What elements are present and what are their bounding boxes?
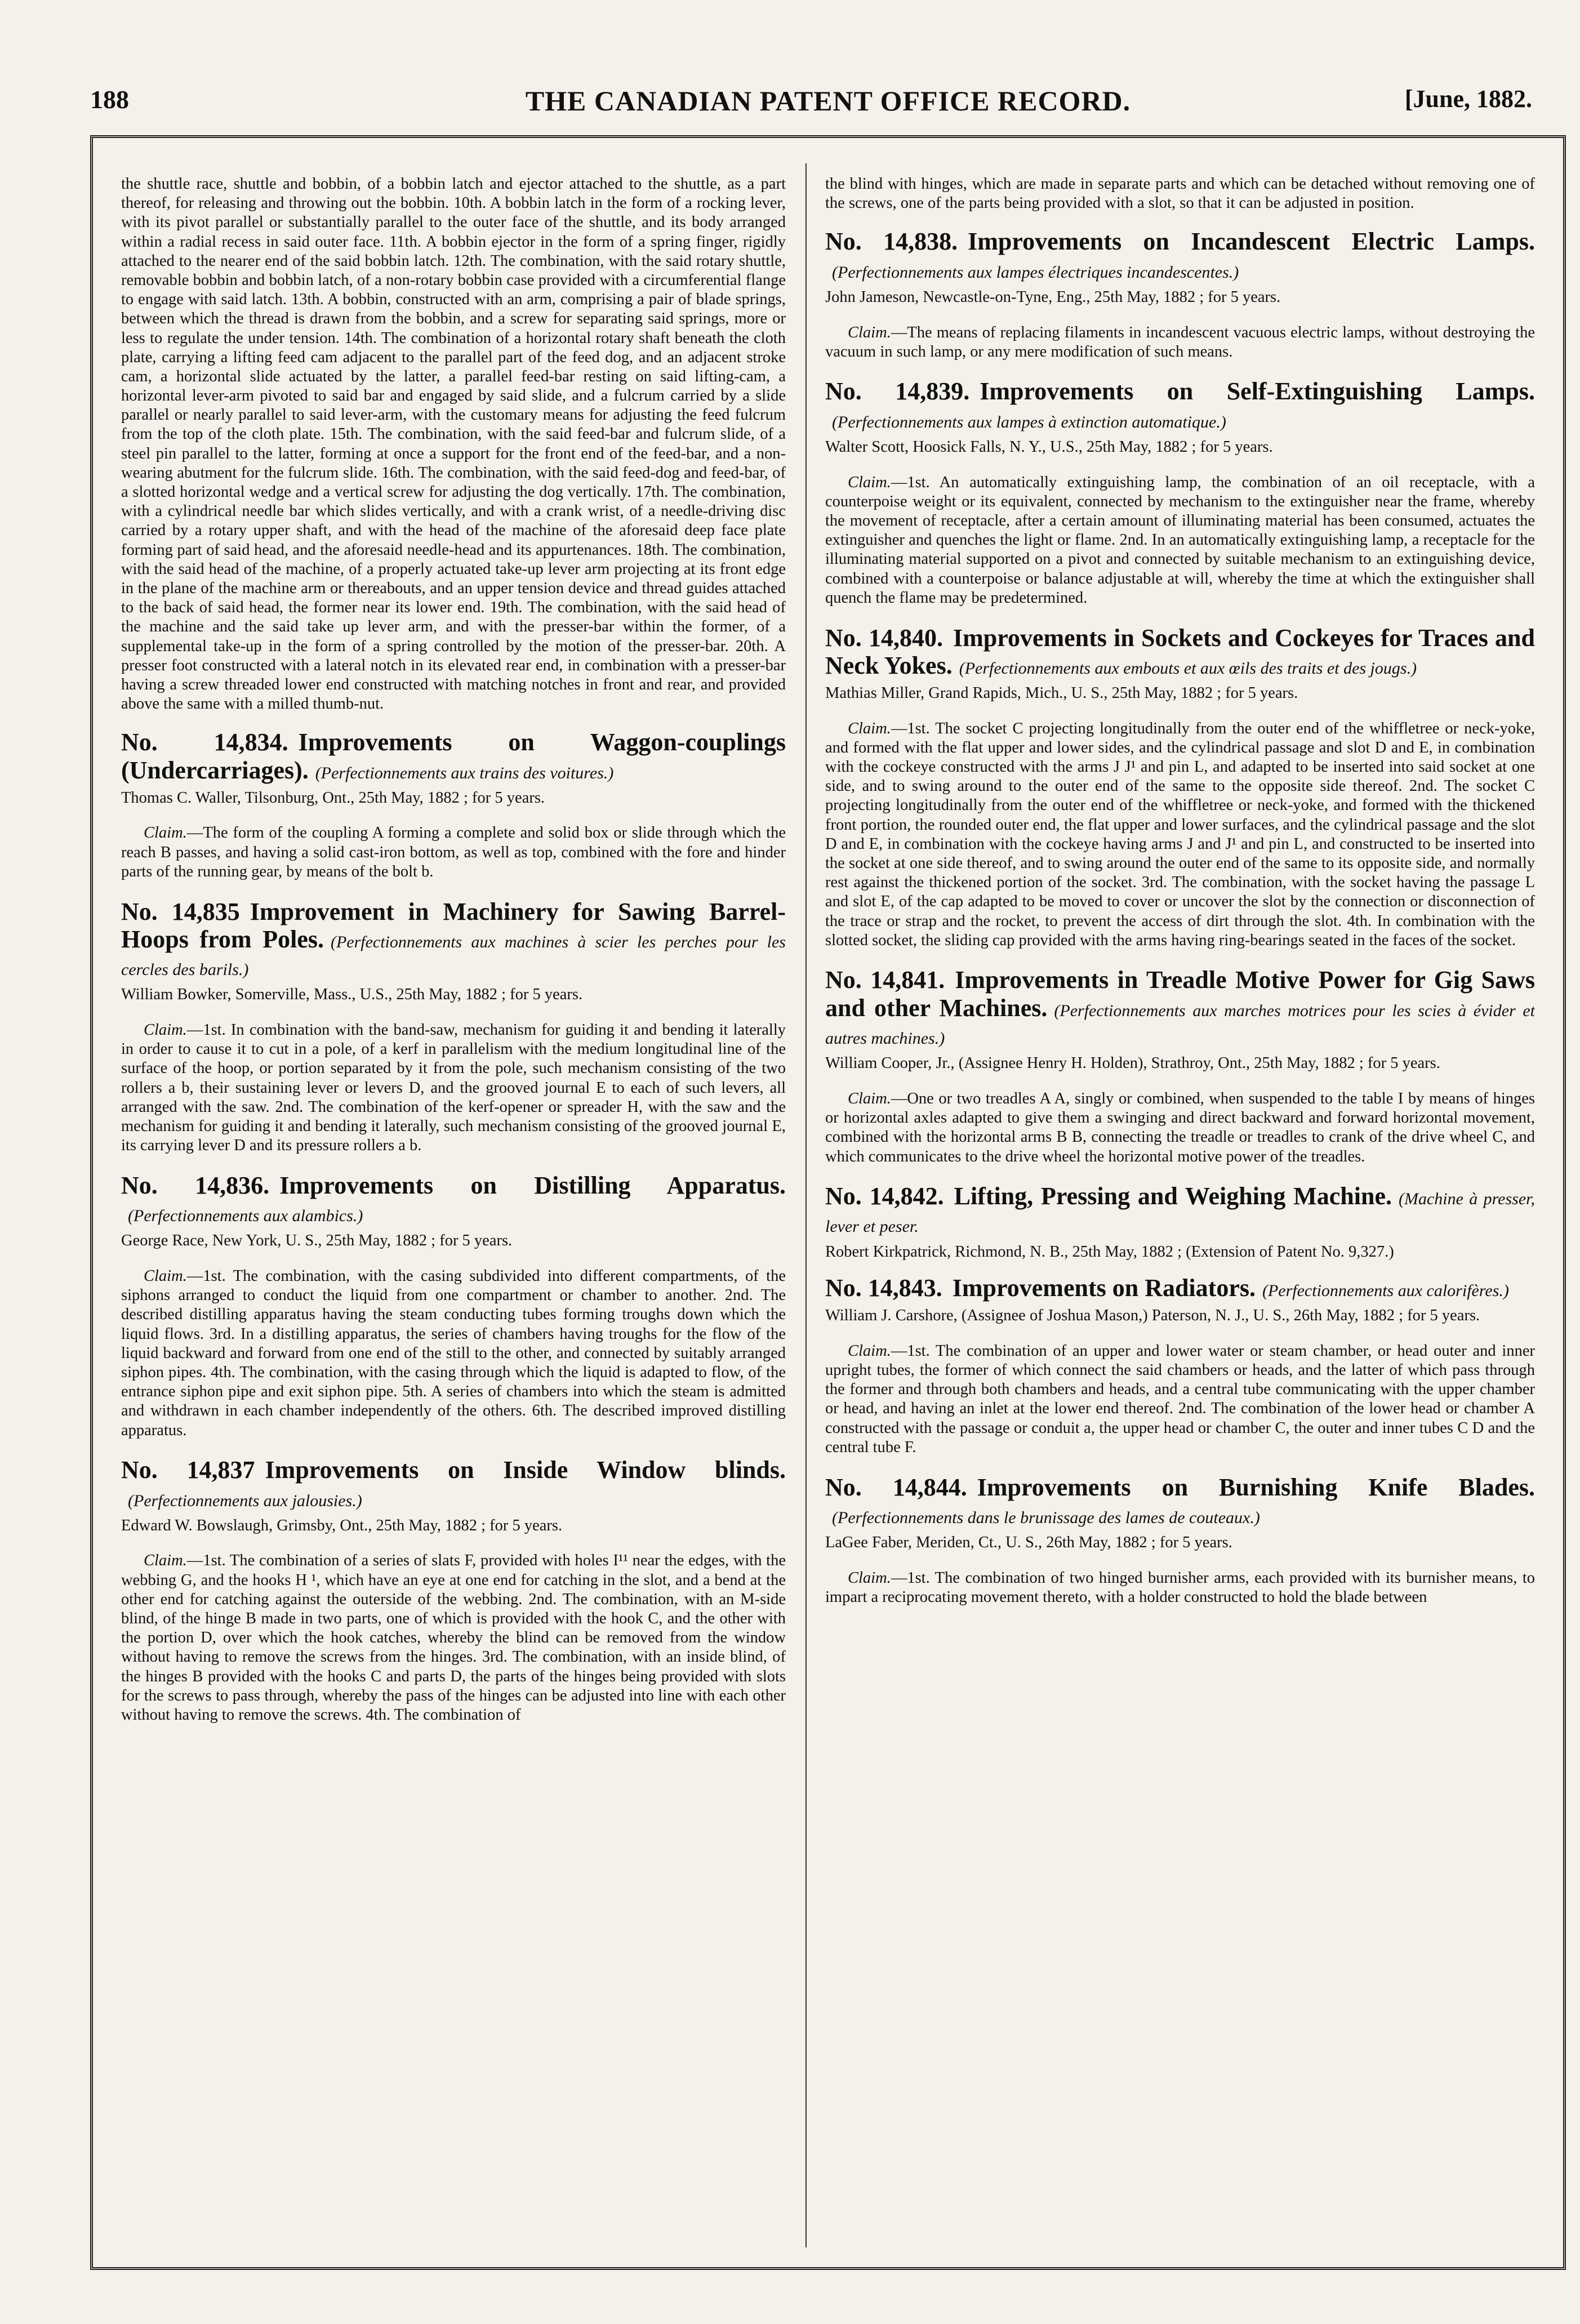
patent-entry-14834 bbox=[121, 728, 786, 881]
page-number: 188 bbox=[90, 85, 129, 114]
patent-french-title: (Perfectionnements aux calorifères.) bbox=[1262, 1281, 1509, 1300]
patent-french-title: (Perfectionnements aux machines à scier les perches pour les cercles des barils.) bbox=[121, 932, 786, 980]
patent-french-title: (Perfectionnements aux lampes à extinction automatique.) bbox=[832, 412, 1226, 431]
patent-entry-14836 bbox=[121, 1172, 786, 1440]
patent-claim bbox=[825, 1089, 1535, 1167]
patent-title: Improvements in Sockets and Cockeyes for Traces and Neck Yokes. bbox=[825, 624, 1535, 679]
patent-inventor: Mathias Miller, Grand Rapids, Mich., U. S., 25th May, 1882 ; for 5 years. bbox=[825, 684, 1298, 702]
patent-number: No. 14,844. bbox=[825, 1473, 967, 1501]
patent-title: Improvements on Inside Window blinds. bbox=[265, 1456, 786, 1484]
patent-number: No. 14,842. bbox=[825, 1182, 944, 1210]
patent-number: No. 14,837 bbox=[121, 1456, 255, 1484]
patent-number: No. 14,835 bbox=[121, 897, 240, 925]
right-column bbox=[825, 175, 1535, 2259]
journal-title: THE CANADIAN PATENT OFFICE RECORD. bbox=[525, 85, 1131, 117]
claim-text: —1st. The combination of an upper and lower water or steam chamber, or head outer and inner upright tubes, the former of which connect the said chambers or heads, and the latter of which pass through the former and through both chambers and heads, and a central tube communicating with the upper chamber or head, and having an inlet at the lower end thereof. 2nd. The combination of the lower head or chamber A constructed with the passage or conduit a, the upper head or chamber C, the outer and inner tubes C D and the central tube F. bbox=[825, 1342, 1535, 1456]
patent-heading bbox=[825, 228, 1535, 283]
patent-inventor: William Bowker, Somerville, Mass., U.S., 25th May, 1882 ; for 5 years. bbox=[121, 986, 583, 1004]
column-divider bbox=[805, 163, 807, 2247]
patent-heading bbox=[825, 966, 1535, 1049]
claim-text: —1st. The combination of two hinged burnisher arms, each provided with its burnisher means, to impart a reciprocating movement thereto, with a holder constructed to hold the blade between bbox=[825, 1569, 1535, 1606]
patent-french-title: (Perfectionnements aux jalousies.) bbox=[128, 1491, 362, 1510]
patent-entry-14838 bbox=[825, 228, 1535, 362]
claim-label: Claim. bbox=[848, 1342, 891, 1360]
claim-label: Claim. bbox=[848, 473, 891, 491]
patent-heading bbox=[121, 898, 786, 981]
patent-entry-14835 bbox=[121, 898, 786, 1156]
patent-french-title: (Perfectionnements aux embouts et aux œils des traits et des jougs.) bbox=[959, 658, 1417, 678]
claim-label: Claim. bbox=[848, 323, 891, 341]
claim-label: Claim. bbox=[144, 1267, 187, 1285]
patent-number: No. 14,841. bbox=[825, 966, 945, 994]
patent-french-title: (Perfectionnements aux alambics.) bbox=[128, 1206, 363, 1226]
patent-heading bbox=[121, 728, 786, 784]
claim-text: —1st. An automatically extinguishing lamp, the combination of an oil receptacle, with a counterpoise weight or its equivalent, connected by mechanism to the extinguisher near the frame, whereby the movement of receptacle, after a certain amount of illuminating material has been consumed, actuates the extinguisher and quenches the light or flame. 2nd. In an automatically extinguishing lamp, a receptacle for the illuminating material supported on a pivot and connected by suitable mechanism to an extinguishing device, combined with a counterpoise or balance adjustable at will, whereby the time at which the extinguisher shall quench the flame may be predetermined. bbox=[825, 473, 1535, 607]
claim-label: Claim. bbox=[144, 1552, 187, 1570]
patent-inventor: LaGee Faber, Meriden, Ct., U. S., 26th May, 1882 ; for 5 years. bbox=[825, 1534, 1232, 1552]
left-continuation-text: the shuttle race, shuttle and bobbin, of a bobbin latch and ejector attached to the shuttle, as a part thereof, for releasing and throwing out the bobbin. 10th. A bobbin latch in the form of a rocking lever, with its pivot parallel or substantially parallel to the outer face of the shuttle, and its body arranged within a radial recess in said outer face. 11th. A bobbin ejector in the form of a spring finger, rigidly attached to the nearer end of the said bobbin latch. 12th. The combination, with the said rotary shuttle, removable bobbin and bobbin latch, of a non-rotary bobbin case provided with a circumferential flange to engage with said latch. 13th. A bobbin, constructed with an arm, comprising a pair of blade springs, between which the thread is drawn from the bobbin, and a screw for separating said springs, more or less to regulate the under tension. 14th. The combination of a horizontal rotary shaft beneath the cloth plate, carrying a lifting feed cam adjacent to the parallel part of the feed dog, and an adjacent stroke cam, a horizontal slide actuated by the latter, a parallel feed-bar resting on said lifting-cam, a horizontal lever-arm pivoted to said bar and engaged by said slide, and a fulcrum carried by a slide parallel or nearly parallel to said lever-arm, with the customary means for adjusting the feed fulcrum from the top of the cloth plate. 15th. The combination, with the said feed-bar and fulcrum slide, of a steel pin parallel to the latter, forming at once a support for the front end of the feed-bar, and a non-wearing abutment for the fulcrum slide. 16th. The combination, with the said feed-dog and feed-bar, of a slotted horizontal wedge and a vertical screw for adjusting the dog vertically. 17th. The combination, with a cylindrical needle bar which slides vertically, and with a crank wrist, of a needle-driving disc carried by a rotary upper shaft, and with the head of the machine of the aforesaid deep face plate forming part of said head, and the aforesaid needle-head and its appurtenances. 18th. The combination, with the said head of the machine, of a properly actuated take-up lever arm projecting at its front edge in the plane of the machine arm or thereabouts, and an upper tension device and thread guides attached to the back of said head, the former near its lower end. 19th. The combination, with the said head of the machine and the said take up lever arm, and with the presser-bar within the former, of a supplemental take-up in the form of a spring controlled by the motion of the presser-bar. 20th. A presser foot constructed with a lateral notch in its elevated rear end, in combination with a presser-bar having a screw threaded lower end constructed with matching notches in front and rear, and provided above the same with a milled thumb-nut. bbox=[121, 175, 786, 713]
claim-label: Claim. bbox=[144, 824, 187, 842]
patent-inventor: Walter Scott, Hoosick Falls, N. Y., U.S., 25th May, 1882 ; for 5 years. bbox=[825, 438, 1273, 456]
patent-french-title: (Machine à presser, lever et peser. bbox=[825, 1190, 1535, 1236]
patent-claim bbox=[825, 323, 1535, 362]
claim-label: Claim. bbox=[848, 1569, 891, 1587]
patent-title: Improvements on Distilling Apparatus. bbox=[279, 1171, 786, 1199]
claim-label: Claim. bbox=[848, 1089, 891, 1107]
patent-number: No. 14,843. bbox=[825, 1274, 942, 1302]
patent-heading bbox=[121, 1456, 786, 1512]
patent-heading bbox=[825, 1182, 1535, 1238]
patent-title: Improvements on Waggon-couplings (Undercarriages). bbox=[121, 728, 786, 784]
patent-claim bbox=[825, 1569, 1535, 1607]
patent-entry-14842 bbox=[825, 1182, 1535, 1262]
left-column bbox=[121, 175, 786, 2259]
claim-label: Claim. bbox=[144, 1021, 187, 1039]
patent-french-title: (Perfectionnements dans le brunissage des lames de couteaux.) bbox=[832, 1508, 1260, 1527]
patent-entry-14839 bbox=[825, 377, 1535, 608]
patent-entry-14841 bbox=[825, 966, 1535, 1166]
claim-text: —1st. The socket C projecting longitudinally from the outer end of the whiffletree or neck-yoke, and formed with the flat upper and lower sides, and the cylindrical passage and slot D and E, in combination with the cockeye constructed with the arms J J¹ and pin L, and adapted to be inserted into said socket at one side, and to swing around to the outer end of the same to the opposite side thereof. 2nd. The socket C projecting longitudinally from the outer end of the whiffletree or neck-yoke, and formed with the thickened front portion, the rounded outer end, the flat upper and lower surfaces, and the cylindrical passage and the slot D and E, in combination with the cockeye having arms J and J¹ and pin L, and constructed to be inserted into the socket at one side thereof, and to swing around the outer end of the same to its opposite side, and normally rest against the thickened portion of the socket. 3rd. The combination, with the socket having the passage L and slot E, of the cap adapted to be moved to cover or uncover the slot by the connection or disconnection of the trace or strap and the rocket, to prevent the access of dirt through the slot. 4th. In combination with the slotted socket, the sliding cap provided with the arms having ring-bearings seated in the faces of the socket. bbox=[825, 719, 1535, 949]
patent-number: No. 14,836. bbox=[121, 1171, 270, 1199]
patent-heading bbox=[825, 377, 1535, 433]
patent-heading bbox=[825, 624, 1535, 680]
patent-title: Improvements in Treadle Motive Power for Gig Saws and other Machines. bbox=[825, 966, 1535, 1022]
patent-number: No. 14,834. bbox=[121, 728, 288, 756]
patent-entry-14840 bbox=[825, 624, 1535, 950]
patent-inventor: Thomas C. Waller, Tilsonburg, Ont., 25th May, 1882 ; for 5 years. bbox=[121, 789, 545, 807]
right-continuation-text: the blind with hinges, which are made in separate parts and which can be detached without removing one of the screws, one of the parts being provided with a slot, so that it can be adjusted in position. bbox=[825, 175, 1535, 212]
claim-label: Claim. bbox=[848, 719, 891, 737]
patent-number: No. 14,838. bbox=[825, 228, 958, 256]
page-header bbox=[90, 84, 1566, 135]
patent-inventor: Robert Kirkpatrick, Richmond, N. B., 25th May, 1882 ; (Extension of Patent No. 9,327.) bbox=[825, 1243, 1394, 1261]
issue-date: [June, 1882. bbox=[1404, 85, 1532, 113]
claim-text: —One or two treadles A A, singly or combined, when suspended to the table I by means of hinges or horizontal axles adapted to give them a swinging and direct backward and forward horizontal movement, combined with the horizontal arms B B, connecting the treadle or treadles to crank of the drive wheel C, and which communicates to the drive wheel the horizontal motive power of the treadles. bbox=[825, 1089, 1535, 1165]
claim-text: —1st. In combination with the band-saw, mechanism for guiding it and bending it laterally in order to cause it to cut in a pole, of a kerf in parallelism with the medium longitudinal line of the surface of the hoop, or portion separated by it from the pole, such mechanism consisting of the two rollers a b, their sustaining lever or levers D, and the grooved journal E to each of such levers, all arranged with the saw. 2nd. The combination of the kerf-opener or spreader H, with the saw and the mechanism for guiding it and bending it laterally, such mechanism consisting of the grooved journal E, its carrying lever D and its pressure rollers a b. bbox=[121, 1021, 786, 1155]
patent-claim bbox=[121, 823, 786, 881]
patent-inventor: William J. Carshore, (Assignee of Joshua Mason,) Paterson, N. J., U. S., 26th May, 1882 ; for 5 years. bbox=[825, 1307, 1480, 1325]
patent-title: Improvement in Machinery for Sawing Barrel-Hoops from Poles. bbox=[121, 897, 786, 953]
patent-title: Lifting, Pressing and Weighing Machine. bbox=[954, 1182, 1392, 1210]
patent-inventor: John Jameson, Newcastle-on-Tyne, Eng., 25th May, 1882 ; for 5 years. bbox=[825, 288, 1281, 306]
patent-french-title: (Perfectionnements aux trains des voitures.) bbox=[315, 763, 614, 782]
patent-heading bbox=[825, 1274, 1535, 1302]
patent-title: Improvements on Self-Extinguishing Lamps. bbox=[980, 377, 1535, 406]
patent-title: Improvements on Incandescent Electric Lamps. bbox=[968, 228, 1535, 256]
patent-claim bbox=[825, 719, 1535, 950]
patent-french-title: (Perfectionnements aux marches motrices pour les scies à évider et autres machines.) bbox=[825, 1001, 1535, 1048]
claim-text: —The means of replacing filaments in incandescent vacuous electric lamps, without destroying the vacuum in such lamp, or any mere modification of such means. bbox=[825, 323, 1535, 360]
patent-claim bbox=[121, 1551, 786, 1725]
patent-title: Improvements on Burnishing Knife Blades. bbox=[977, 1473, 1535, 1501]
patent-claim bbox=[825, 473, 1535, 608]
patent-heading bbox=[121, 1172, 786, 1227]
patent-claim bbox=[121, 1267, 786, 1440]
patent-number: No. 14,839. bbox=[825, 377, 970, 406]
patent-inventor: William Cooper, Jr., (Assignee Henry H. Holden), Strathroy, Ont., 25th May, 1882 ; for 5 years. bbox=[825, 1054, 1440, 1072]
patent-number: No. 14,840. bbox=[825, 624, 943, 652]
patent-entry-14844 bbox=[825, 1473, 1535, 1608]
claim-text: —1st. The combination of a series of slats F, provided with holes I¹¹ near the edges, with the webbing G, and the hooks H ¹, which have an eye at one end for catching in the slot, and a bend at the other end for catching against the outerside of the webbing. 2nd. The combination, with an M-side blind, of the hinge B made in two parts, one of which is provided with the hook C, and the other with the portion D, over which the hook catches, whereby the blind can be removed from the window without having to remove the screws from the hinges. 3rd. The combination, with an inside blind, of the hinges B provided with the hooks C and parts D, the parts of the hinges being provided with slots for the screws to pass through, whereby the pass of the hinges can be adjusted into line with each other without having to remove the screws. 4th. The combination of bbox=[121, 1552, 786, 1724]
claim-text: —1st. The combination, with the casing subdivided into different compartments, of the siphons arranged to conduct the liquid from one compartment or chamber to another. 2nd. The described distilling apparatus having the steam conducting tubes forming troughs down which the liquid flows. 3rd. In a distilling apparatus, the series of chambers having troughs for the flow of the liquid backward and forward from one end of the still to the other, and connected by suitably arranged siphon pipes. 4th. The combination, with the casing through which the liquid is adapted to flow, of the entrance siphon pipe and exit siphon pipe. 5th. A series of chambers into which the steam is admitted and withdrawn in each chamber independently of the others. 6th. The described improved distilling apparatus. bbox=[121, 1267, 786, 1439]
patent-claim bbox=[121, 1021, 786, 1155]
patent-entry-14837 bbox=[121, 1456, 786, 1725]
patent-inventor: George Race, New York, U. S., 25th May, 1882 ; for 5 years. bbox=[121, 1232, 513, 1250]
patent-heading bbox=[825, 1473, 1535, 1529]
patent-claim bbox=[825, 1342, 1535, 1457]
patent-entry-14843 bbox=[825, 1274, 1535, 1457]
patent-french-title: (Perfectionnements aux lampes électriques incandescentes.) bbox=[832, 262, 1239, 282]
claim-text: —The form of the coupling A forming a complete and solid box or slide through which the reach B passes, and having a solid cast-iron bottom, as well as top, combined with the fore and hinder parts of the running gear, by means of the bolt b. bbox=[121, 824, 786, 880]
patent-inventor: Edward W. Bowslaugh, Grimsby, Ont., 25th May, 1882 ; for 5 years. bbox=[121, 1516, 563, 1534]
patent-title: Improvements on Radiators. bbox=[952, 1274, 1256, 1302]
